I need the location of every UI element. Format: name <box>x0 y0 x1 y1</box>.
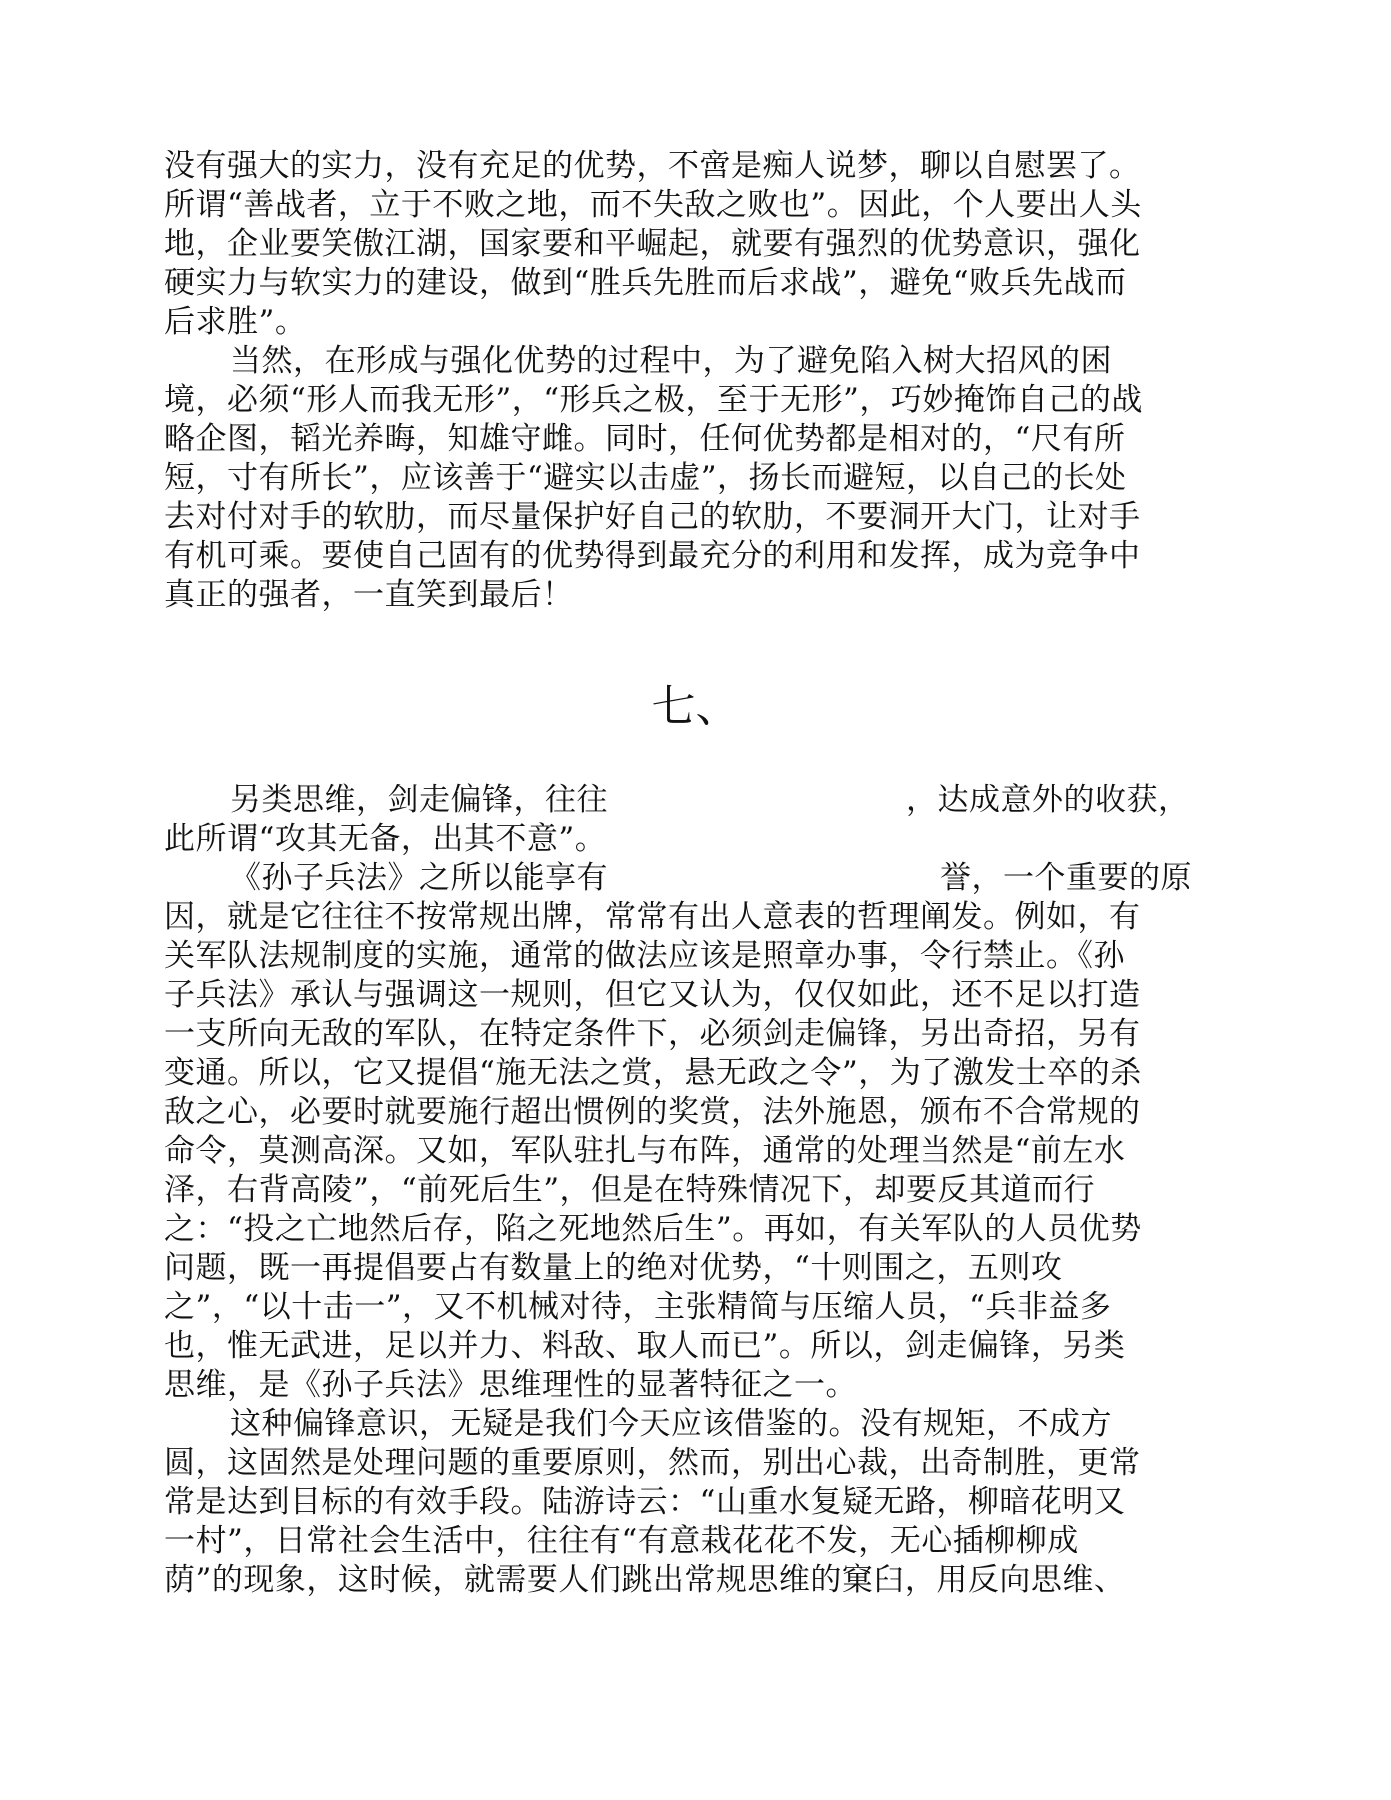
text-line: 去对付对手的软肋，而尽量保护好自己的软肋，不要洞开大门，让对手 <box>164 499 1141 535</box>
text-line: 短，寸有所长”，应该善于“避实以击虚”，扬长而避短，以自己的长处 <box>164 460 1127 496</box>
text-line: 一村”，日常社会生活中，往往有“有意栽花花不发，无心插柳柳成 <box>164 1523 1079 1559</box>
text-line: 所谓“善战者，立于不败之地，而不失敌之败也”。因此，个人要出人头 <box>164 187 1142 223</box>
text-line: 荫”的现象，这时候，就需要人们跳出常规思维的窠臼，用反向思维、 <box>164 1562 1126 1598</box>
text-line: 境，必须“形人而我无形”，“形兵之极，至于无形”，巧妙掩饰自己的战 <box>164 382 1143 418</box>
text-line: 因，就是它往往不按常规出牌，常常有出人意表的哲理阐发。例如，有 <box>164 899 1141 935</box>
text-line-fragment: ，达成意外的收获， <box>906 782 1190 818</box>
text-line: 问题，既一再提倡要占有数量上的绝对优势，“十则围之，五则攻 <box>164 1250 1063 1286</box>
text-line: 泽，右背高陵”，“前死后生”，但是在特殊情况下，却要反其道而行 <box>164 1172 1096 1208</box>
text-line: 思维，是《孙子兵法》思维理性的显著特征之一。 <box>164 1367 857 1403</box>
text-line: 圆，这固然是处理问题的重要原则，然而，别出心裁，出奇制胜，更常 <box>164 1445 1141 1481</box>
text-line: 变通。所以，它又提倡“施无法之赏，悬无政之令”，为了激发士卒的杀 <box>164 1055 1142 1091</box>
text-line: 命令，莫测高深。又如，军队驻扎与布阵，通常的处理当然是“前左水 <box>164 1133 1126 1169</box>
text-line: 略企图，韬光养晦，知雄守雌。同时，任何优势都是相对的，“尺有所 <box>164 421 1126 457</box>
section-heading: 七、 <box>651 681 740 732</box>
text-line: 一支所向无敌的军队，在特定条件下，必须剑走偏锋，另出奇招，另有 <box>164 1016 1141 1052</box>
text-line: 没有强大的实力，没有充足的优势，不啻是痴人说梦，聊以自慰罢了。 <box>164 148 1141 184</box>
text-line: 有机可乘。要使自己固有的优势得到最充分的利用和发挥，成为竞争中 <box>164 538 1141 574</box>
text-line: 硬实力与软实力的建设，做到“胜兵先胜而后求战”，避免“败兵先战而 <box>164 265 1127 301</box>
text-line: 常是达到目标的有效手段。陆游诗云：“山重水复疑无路，柳暗花明又 <box>164 1484 1126 1520</box>
text-line: 真正的强者，一直笑到最后！ <box>164 577 574 613</box>
paragraph-first-line: 当然，在形成与强化优势的过程中，为了避免陷入树大招风的困 <box>230 343 1112 379</box>
paragraph-first-line: 这种偏锋意识，无疑是我们今天应该借鉴的。没有规矩，不成方 <box>230 1406 1112 1442</box>
text-line: 此所谓“攻其无备，出其不意”。 <box>164 821 607 857</box>
text-line-fragment: 誉，一个重要的原 <box>940 860 1192 896</box>
text-line-fragment: 另类思维，剑走偏锋，往往 <box>230 782 608 818</box>
text-line: 子兵法》承认与强调这一规则，但它又认为，仅仅如此，还不足以打造 <box>164 977 1141 1013</box>
text-line: 后求胜”。 <box>164 304 307 340</box>
text-line: 也，惟无武进，足以并力、料敌、取人而已”。所以，剑走偏锋，另类 <box>164 1328 1126 1364</box>
text-line: 之”，“以十击一”，又不机械对待，主张精简与压缩人员，“兵非益多 <box>164 1289 1112 1325</box>
text-line: 之：“投之亡地然后存，陷之死地然后生”。再如，有关军队的人员优势 <box>164 1211 1142 1247</box>
text-line: 敌之心，必要时就要施行超出惯例的奖赏，法外施恩，颁布不合常规的 <box>164 1094 1141 1130</box>
text-line: 关军队法规制度的实施，通常的做法应该是照章办事，令行禁止。《孙 <box>164 938 1125 974</box>
text-line-fragment: 《孙子兵法》之所以能享有 <box>230 860 608 896</box>
text-line: 地，企业要笑傲江湖，国家要和平崛起，就要有强烈的优势意识，强化 <box>164 226 1141 262</box>
